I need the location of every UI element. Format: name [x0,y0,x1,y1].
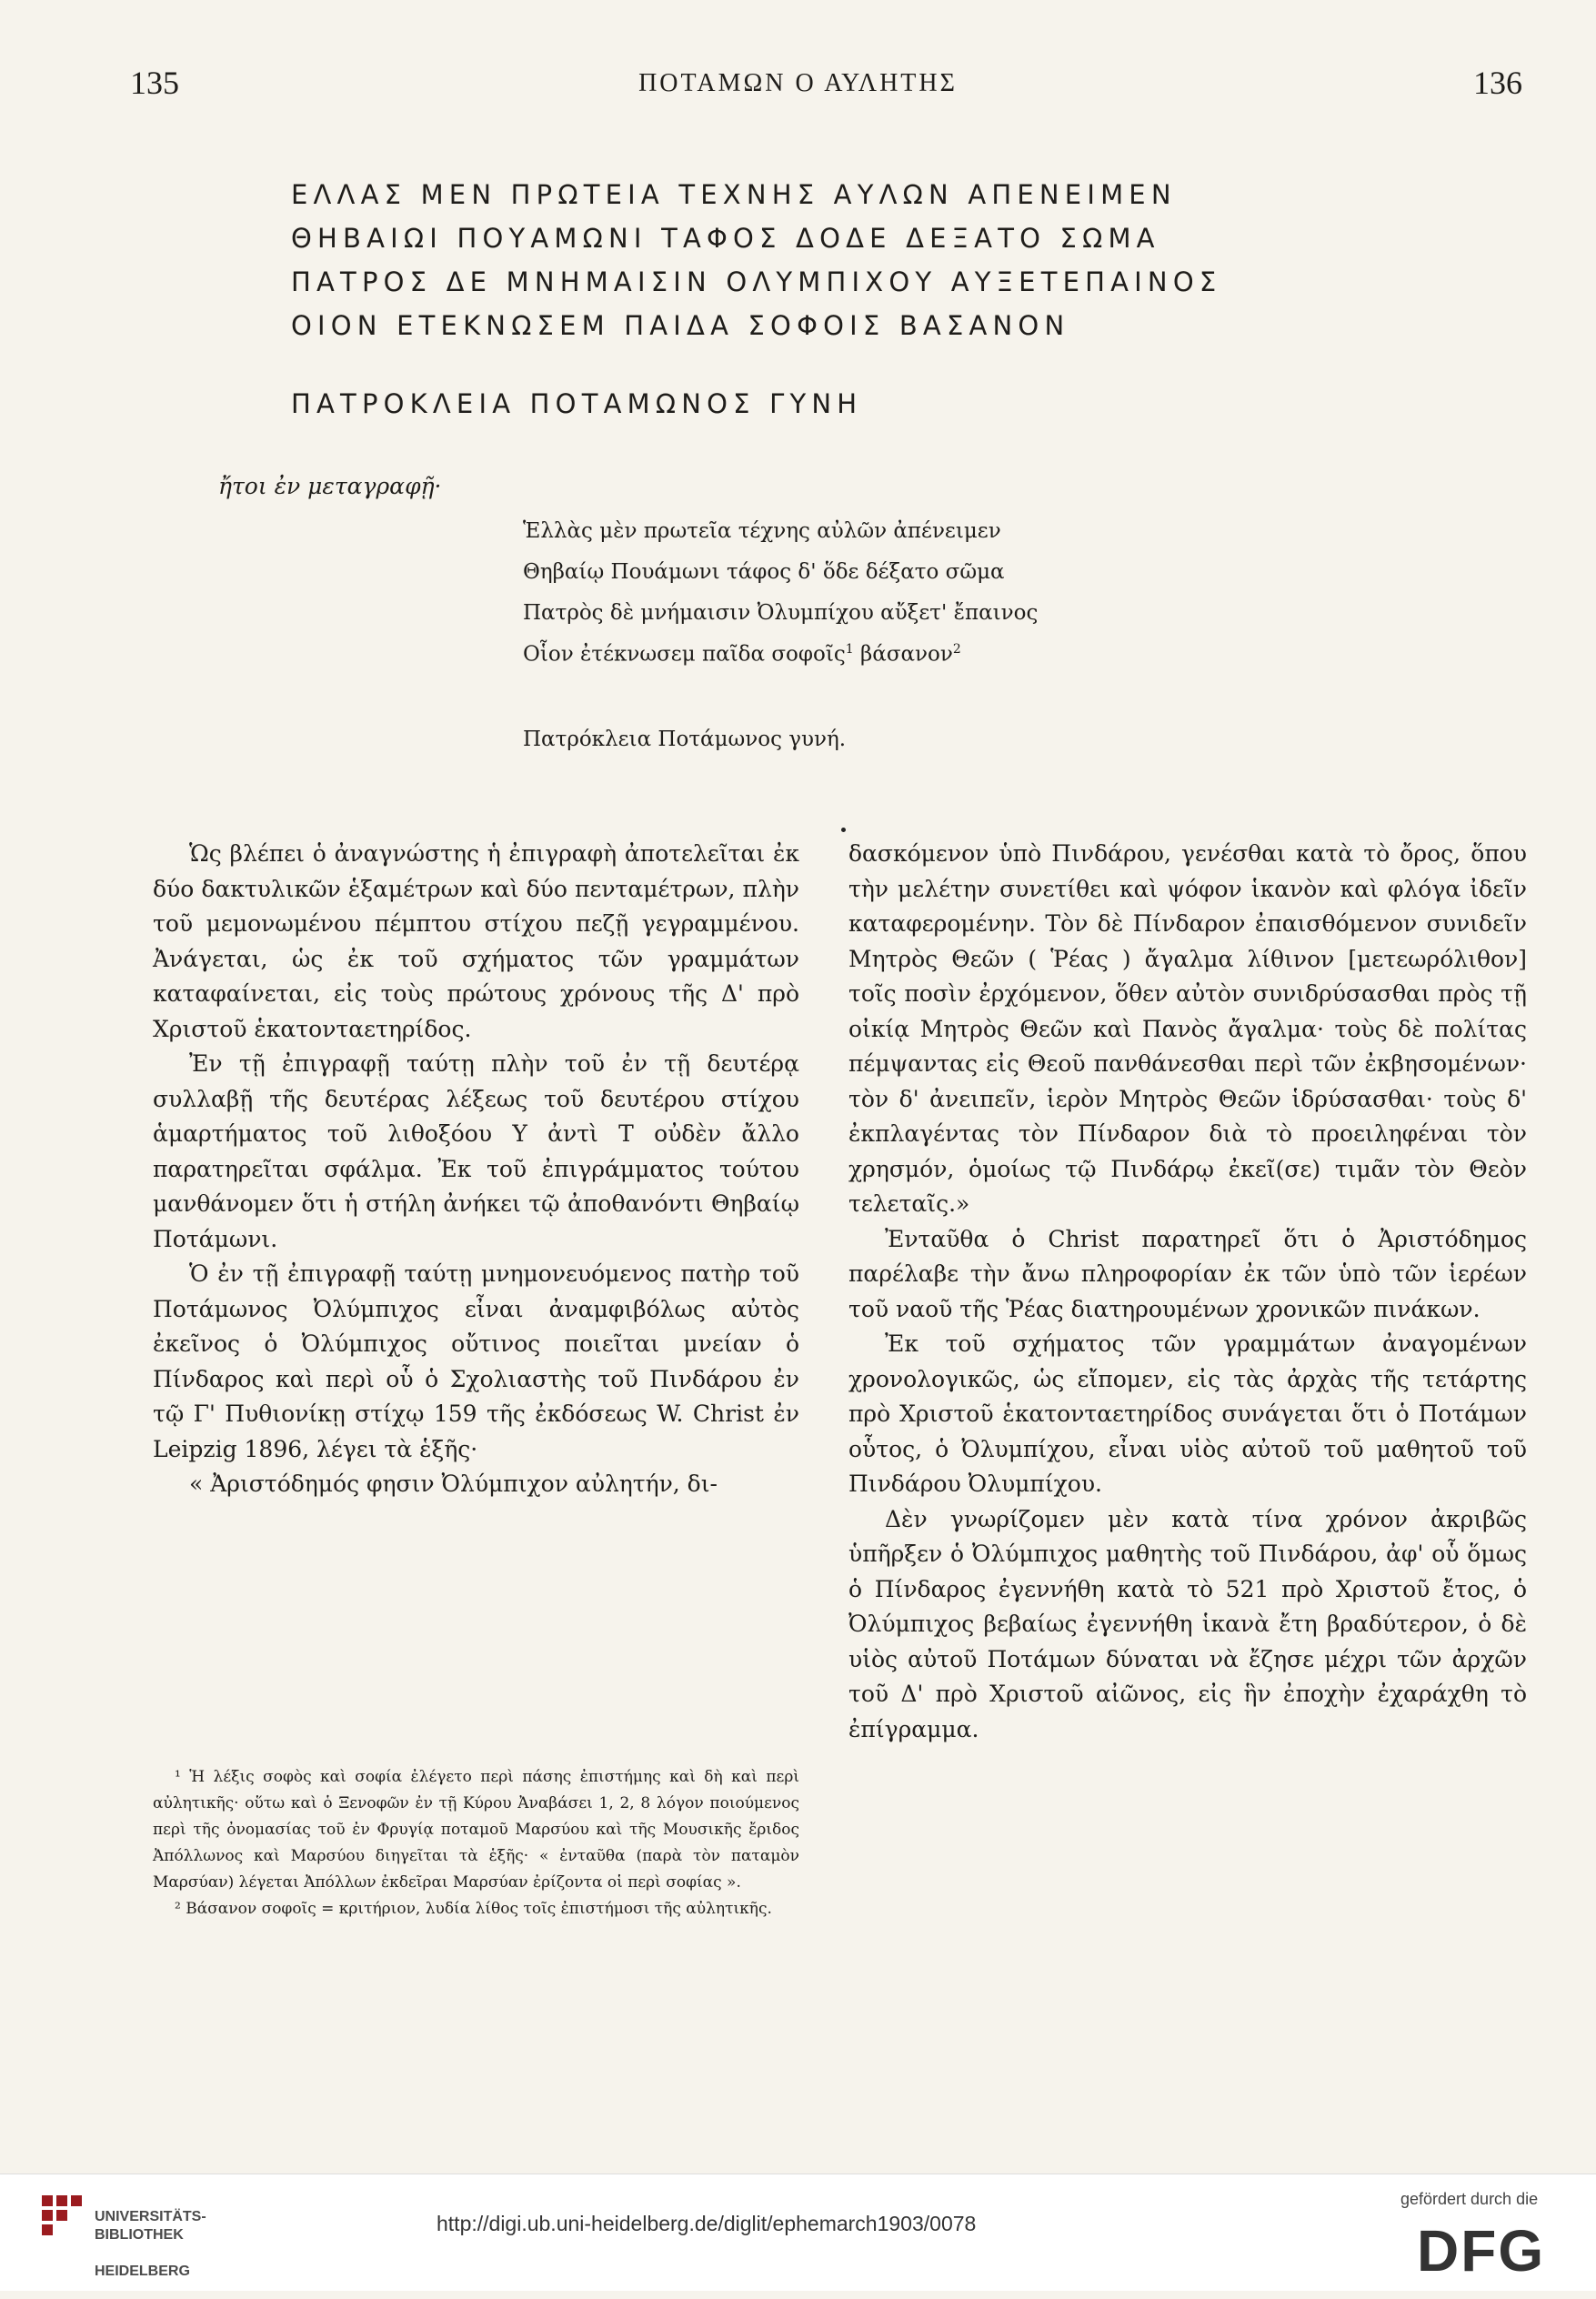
right-paragraph-2: Ἐνταῦθα ὁ Christ παρατηρεῖ ὅτι ὁ Ἀριστόδημος παρέλαβε τὴν ἄνω πληροφορίαν ἐκ τῶν ὑπὸ τῶν ἱερέων τοῦ ναοῦ τῆς Ῥέας διατηρουμένων χρονικῶν πινάκων. [848,1225,1527,1322]
left-paragraph-4: « Ἀριστόδημός φησιν Ὀλύμπιχον αὐλητήν, δι- [189,1471,718,1497]
footnote-ref-2: 2 [952,642,961,657]
footnotes [153,1764,799,1923]
left-paragraph-1: Ὡς βλέπει ὁ ἀναγνώστης ἡ ἐπιγραφὴ ἀποτελεῖται ἐκ δύο δακτυλικῶν ἑξαμέτρων καὶ δύο πενταμέτρων, πλὴν τοῦ μεμονωμένου πέμπτου στίχου πεζῇ γεγραμμένου. Ἀνάγεται, ὡς ἐκ τοῦ σχήματος τῶν γραμμάτων καταφαίνεται, εἰς τοὺς πρώτους χρόνους τῆς Δ' πρὸ Χριστοῦ ἑκατονταετηρίδος. [153,840,799,1042]
library-line-3: HEIDELBERG [95,2264,190,2279]
university-library-logo-icon[interactable] [38,2192,85,2239]
inscription-line-1: ΕΛΛΑΣ ΜΕΝ ΠΡΩΤΕΙΑ ΤΕΧΝΗΣ ΑΥΛΩΝ ΑΠΕΝΕΙΜΕΝ [291,179,1177,210]
library-line-2: BIBLIOTHEK [95,2227,184,2243]
inscription-line-4: ΟΙΟΝ ΕΤΕΚΝΩΣΕΜ ΠΑΙΔΑ ΣΟΦΟΙΣ ΒΑΣΑΝΟΝ [291,310,1070,341]
transcription-line-1: Ἑλλὰς μὲν πρωτεῖα τέχνης αὐλῶν ἀπένειμεν [523,519,1001,543]
footnote-1: ¹ Ἡ λέξις σοφὸς καὶ σοφία ἐλέγετο περὶ πάσης ἐπιστήμης καὶ δὴ καὶ περὶ αὐλητικῆς· οὕτω καὶ ὁ Ξενοφῶν ἐν τῇ Κύρου Ἀναβάσει 1, 2, 8 λόγον ποιούμενος περὶ τῆς ὀνομασίας τοῦ ἐν Φρυγίᾳ ποταμοῦ Μαρσύου καὶ τῆς Μουσικῆς ἔριδος Ἀπόλλωνος καὶ Μαρσύου διηγεῖται τὰ ἑξῆς· « ἐνταῦθα (παρὰ τὸν παταμὸν Μαρσύαν) λέγεται Ἀπόλλων ἐκδεῖραι Μαρσύαν ἐρίζοντα οἱ περὶ σοφίας ». [153,1768,799,1892]
transcription-signature: Πατρόκλεια Ποτάμωνος γυνή. [523,728,847,751]
dfg-logo[interactable]: DFG [1417,2218,1546,2284]
library-line-1: UNIVERSITÄTS- [95,2209,206,2224]
permalink-url[interactable]: http://digi.ub.uni-heidelberg.de/diglit/ephemarch1903/0078 [437,2212,977,2235]
transcription-line-2: Θηβαίῳ Πουάμωνι τάφος δ' ὅδε δέξατο σῶμα [523,560,1005,584]
funding-caption: gefördert durch die [1400,2190,1539,2208]
right-paragraph-3: Ἐκ τοῦ σχήματος τῶν γραμμάτων ἀναγομένων χρονολογικῶς, ὡς εἴπομεν, εἰς τὰς ἀρχὰς τῆς τετάρτης πρὸ Χριστοῦ ἑκατονταετηρίδος συνάγεται ὅτι ὁ Ποτάμων οὗτος, ὁ Ὀλυμπίχου, εἶναι υἱὸς αὐτοῦ τοῦ μαθητοῦ τοῦ Πινδάρου Ὀλυμπίχου. [848,1330,1527,1497]
transcription-line-4 [523,642,961,667]
transcription-line-4-end: βάσανον [859,642,953,667]
university-library-name[interactable] [95,2190,206,2299]
page-number-left: 135 [130,65,179,101]
transcription-intro: ἤτοι ἐν μεταγραφῇ· [218,473,442,499]
right-paragraph-4: Δὲν γνωρίζομεν μὲν κατὰ τίνα χρόνον ἀκριβῶς ὑπῆρξεν ὁ Ὀλύμπιχος μαθητὴς τοῦ Πινδάρου, ἀφ' οὗ ὅμως ὁ Πίνδαρος ἐγεννήθη κατὰ τὸ 521 πρὸ Χριστοῦ ἔτος, ὁ Ὀλύμπιχος βεβαίως ἐγεννήθη ἱκανὰ ἔτη βραδύτερον, ὁ δὲ υἱὸς αὐτοῦ Ποτάμων δύναται νὰ ἔζησε μέχρι τῶν ἀρχῶν τοῦ Δ' πρὸ Χριστοῦ αἰῶνος, εἰς ἣν ἐποχὴν ἐχαράχθη τὸ ἐπίγραμμα. [848,1505,1527,1742]
right-column [848,837,1527,1747]
footnote-ref-1: 1 [845,642,854,657]
page-number-right: 136 [1473,65,1522,101]
left-paragraph-3: Ὁ ἐν τῇ ἐπιγραφῇ ταύτῃ μνημονευόμενος πατὴρ τοῦ Ποτάμωνος Ὀλύμπιχος εἶναι ἀναμφιβόλως αὐτὸς ἐκεῖνος ὁ Ὀλύμπιχος οὔτινος ποιεῖται μνείαν ὁ Πίνδαρος καὶ περὶ οὗ ὁ Σχολιαστὴς τοῦ Πινδάρου ἐν τῷ Γ' Πυθιονίκῃ στίχῳ 159 τῆς ἐκδόσεως W. Christ ἐν Leipzig 1896, λέγει τὰ ἑξῆς· [153,1260,799,1462]
left-paragraph-2: Ἐν τῇ ἐπιγραφῇ ταύτῃ πλὴν τοῦ ἐν τῇ δευτέρᾳ συλλαβῇ τῆς δευτέρας λέξεως τοῦ δευτέρου στίχου ἁμαρτήματος τοῦ λιθοξόου Υ ἀντὶ Τ οὐδὲν ἄλλο παρατηρεῖται σφάλμα. Ἐκ τοῦ ἐπιγράμματος τούτου μανθάνομεν ὅτι ἡ στήλη ἀνήκει τῷ ἀποθανόντι Θηβαίῳ Ποτάμωνι. [153,1050,799,1252]
transcription-line-3: Πατρὸς δὲ μνήμαισιν Ὀλυμπίχου αὔξετ' ἔπαινος [523,601,1039,625]
inscription-signature: ΠΑΤΡΟΚΛΕΙΑ ΠΟΤΑΜΩΝΟΣ ΓΥΝΗ [291,388,863,419]
running-title: ΠΟΤΑΜΩΝ Ο ΑΥΛΗΤΗΣ [638,69,958,97]
footnote-2: ² Βάσανον σοφοῖς = κριτήριον, λυδία λίθος τοῖς ἐπιστήμοσι τῆς αὐλητικῆς. [175,1900,772,1918]
inscription-line-3: ΠΑΤΡΟΣ ΔΕ ΜΝΗΜΑΙΣΙΝ ΟΛΥΜΠΙΧΟΥ ΑΥΞΕΤΕΠΑΙΝΟΣ [291,266,1222,297]
left-column [153,837,799,1502]
right-paragraph-1: δασκόμενον ὑπὸ Πινδάρου, γενέσθαι κατὰ τὸ ὄρος, ὅπου τὴν μελέτην συνετίθει καὶ ψόφον ἱκανὸν καὶ φλόγα ἰδεῖν καταφερομένην. Τὸν δὲ Πίνδαρον ἐπαισθόμενον συνιδεῖν Μητρὸς Θεῶν ( Ῥέας ) ἄγαλμα λίθινον [μετεωρόλιθον] τοῖς ποσὶν ἐρχόμενον, ὅθεν αὐτὸν συνιδρύσασθαι πρὸς τῇ οἰκίᾳ Μητρὸς Θεῶν καὶ Πανὸς ἄγαλμα· τοὺς δὲ πολίτας πέμψαντας εἰς Θεοῦ πανθάνεσθαι περὶ τῶν ἐκβησομένων· τὸν δ' ἀνειπεῖν, ἱερὸν Μητρὸς Θεῶν ἱδρύσασθαι· τοὺς δ' ἐκπλαγέντας τὸν Πίνδαρον διὰ τὸ προειληφέναι τὸν χρησμόν, ὁμοίως τῷ Πινδάρῳ ἐκεῖ(σε) τιμᾶν τὸν Θεὸν τελεταῖς.» [848,840,1527,1217]
inscription-line-2: ΘΗΒΑΙΩΙ ΠΟΥΑΜΩΝΙ ΤΑΦΟΣ ΔΟΔΕ ΔΕΞΑΤΟ ΣΩΜΑ [291,223,1160,254]
margin-dot [841,828,846,832]
transcription-line-4-text: Οἷον ἐτέκνωσεμ παῖδα σοφοῖς [523,642,846,667]
